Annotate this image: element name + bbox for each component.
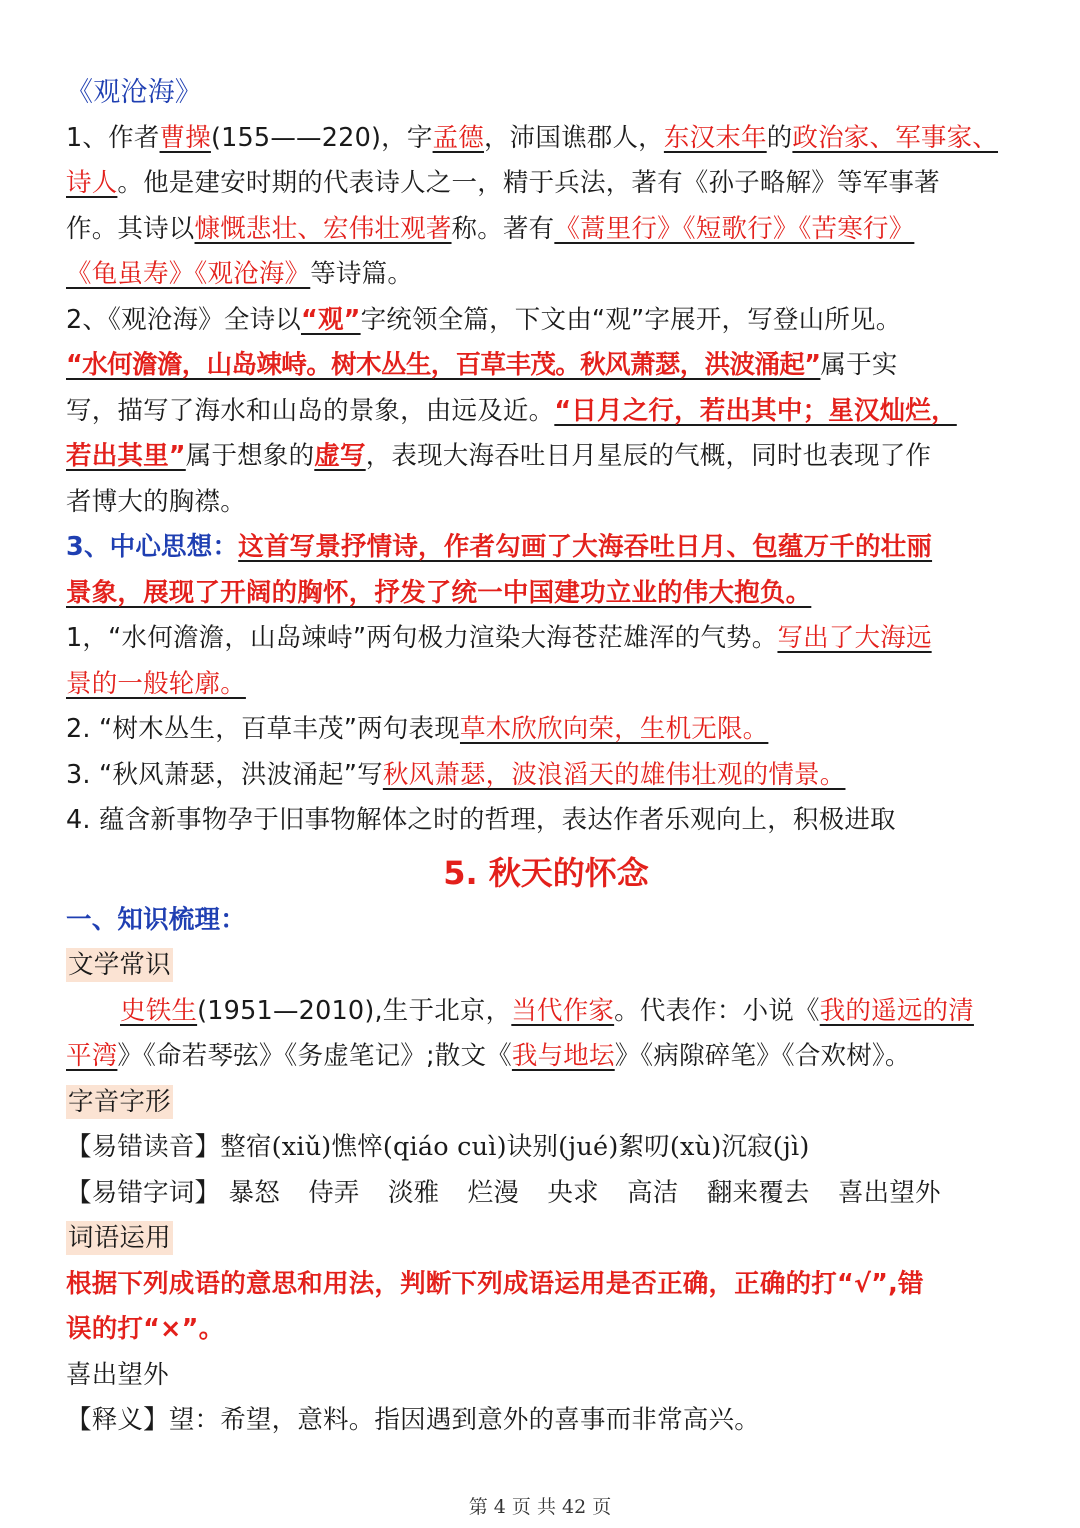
char-word: 暴怒	[228, 1177, 280, 1208]
paragraph-1-line-4: 《龟虽寿》《观沧海》等诗篇。	[66, 259, 414, 289]
poem-heading: 《观沧海》	[66, 77, 202, 108]
central-idea-line-2: 景象，展现了开阔的胸怀，抒发了统一中国建功立业的伟大抱负。	[66, 577, 812, 608]
paragraph-1-line-3: 作。其诗以慷慨悲壮、宏伟壮观著称。著有《蒿里行》《短歌行》《苦寒行》	[66, 213, 915, 244]
author-name: 曹操	[159, 122, 211, 153]
document-page	[66, 70, 1026, 1444]
char-word: 侍弄	[308, 1177, 360, 1208]
char-word: 喜出望外	[837, 1177, 941, 1208]
paragraph-2-line-3: 写，描写了海水和山岛的景象，由远及近。“日月之行，若出其中；星汉灿烂，	[66, 395, 957, 426]
char-word: 央求	[547, 1177, 599, 1208]
note-4: 4. 蕴含新事物孕于旧事物解体之时的哲理，表达作者乐观向上，积极进取	[66, 805, 896, 835]
idiom: 喜出望外	[66, 1359, 169, 1390]
characters-line: 【易错字词】 暴怒 侍弄 淡雅 烂漫 央求 高洁 翻来覆去 喜出望外	[66, 1177, 941, 1208]
note-1-line-2: 景的一般轮廓。	[66, 668, 246, 699]
tag-word-usage: 词语运用	[68, 1223, 171, 1253]
tag-literary-knowledge: 文学常识	[68, 950, 171, 980]
char-word: 烂漫	[467, 1177, 520, 1208]
literary-line-2: 平湾》《命若琴弦》《务虚笔记》;散文《我与地坛》《病隙碎笔》《合欢树》。	[66, 1041, 911, 1071]
char-word: 翻来覆去	[706, 1177, 810, 1208]
instruction-line-1: 根据下列成语的意思和用法，判断下列成语运用是否正确，正确的打“√”,错	[66, 1268, 924, 1299]
instruction-line-2: 误的打“×”。	[66, 1314, 225, 1344]
tag-literary-knowledge-row	[66, 943, 1026, 989]
paragraph-2-line-4: 若出其里”属于想象的虚写，表现大海吞吐日月星辰的气概，同时也表现了作	[66, 441, 932, 471]
tag-word-usage-row	[66, 1216, 1026, 1262]
char-word: 淡雅	[387, 1177, 440, 1208]
central-idea-label: 3、中心思想：	[66, 532, 239, 562]
paragraph-2-line-5: 者博大的胸襟。	[66, 486, 246, 517]
paragraph-1-line-2: 诗人。他是建安时期的代表诗人之一，精于兵法，著有《孙子略解》等军事著	[66, 168, 940, 198]
tag-pronunciation: 字音字形	[68, 1086, 171, 1117]
page-footer: 第 4 页 共 42 页	[468, 1496, 612, 1518]
central-idea-line-1: 3、中心思想：这首写景抒情诗，作者勾画了大海吞吐日月、包蕴万千的壮丽	[66, 532, 933, 562]
pronunciation-line: 【易错读音】整宿(xiǔ)憔悴(qiáo cuì)诀别(jué)絮叨(xù)沉寂(jì)	[66, 1132, 810, 1162]
tag-pronunciation-row	[66, 1080, 1026, 1126]
literary-line-1: 史铁生(1951—2010),生于北京，当代作家。代表作：小说《我的遥远的清	[120, 995, 974, 1026]
paragraph-1-line-1: 1、作者曹操(155——220)，字孟德，沛国谯郡人，东汉末年的政治家、军事家、	[66, 122, 999, 153]
note-2: 2. “树木丛生，百草丰茂”两句表现草木欣欣向荣，生机无限。	[66, 714, 769, 744]
knowledge-heading: 一、知识梳理：	[66, 904, 246, 935]
meaning-line: 【释义】望：希望，意料。指因遇到意外的喜事而非常高兴。	[66, 1405, 760, 1435]
char-word: 高洁	[627, 1177, 679, 1208]
paragraph-2-line-1: 2、《观沧海》全诗以“观”字统领全篇，下文由“观”字展开，写登山所见。	[66, 304, 902, 335]
note-3: 3. “秋风萧瑟，洪波涌起”写秋风萧瑟，波浪滔天的雄伟壮观的情景。	[66, 759, 846, 790]
note-1-line-1: 1，“水何澹澹，山岛竦峙”两句极力渲染大海苍茫雄浑的气势。写出了大海远	[66, 623, 932, 653]
paragraph-2-line-2: “水何澹澹，山岛竦峙。树木丛生，百草丰茂。秋风萧瑟，洪波涌起”属于实	[66, 350, 898, 380]
lesson-title: 5. 秋天的怀念	[443, 853, 649, 892]
